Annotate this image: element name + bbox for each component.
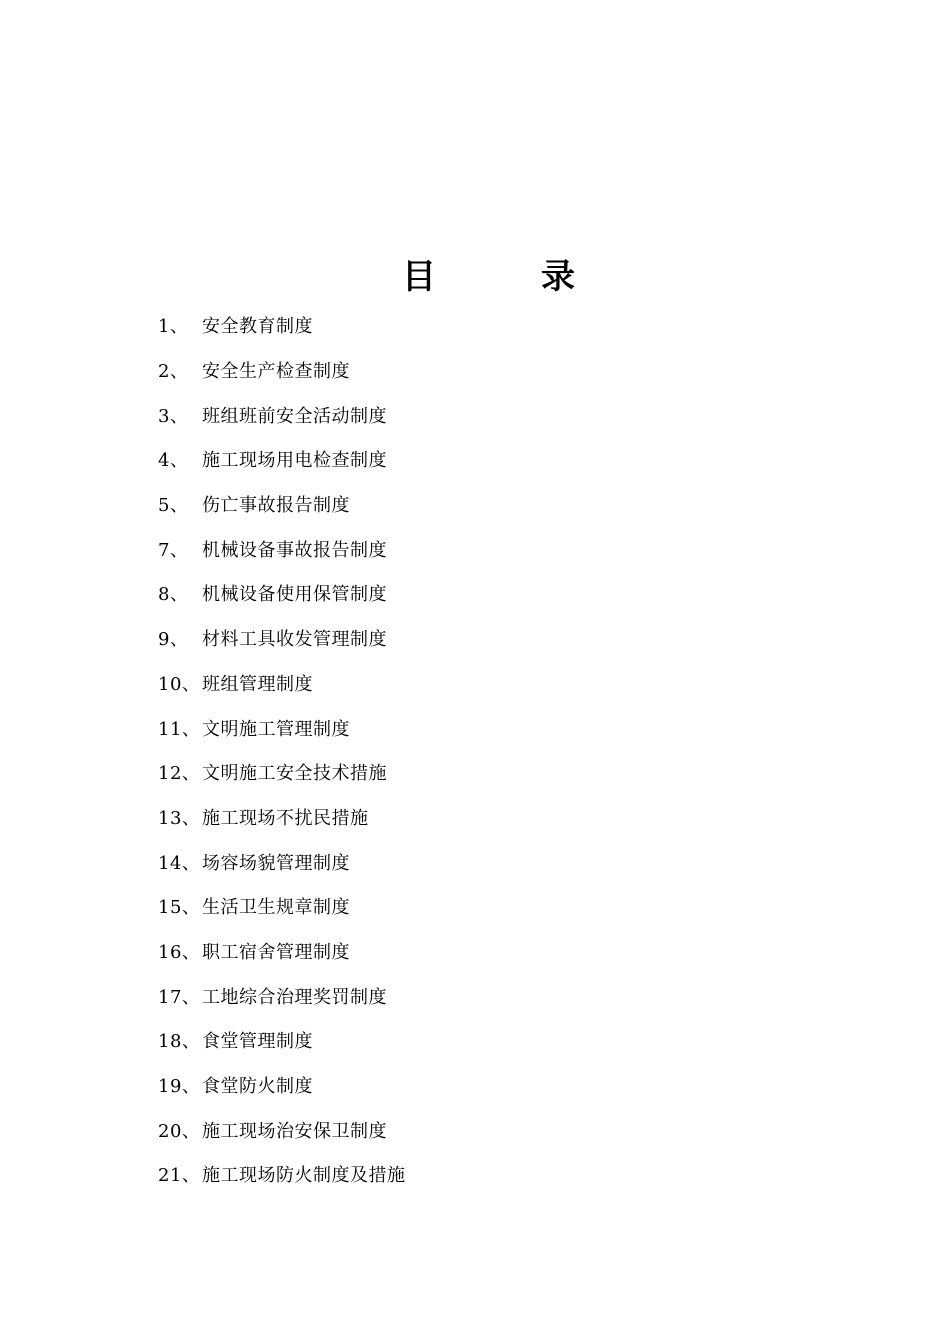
toc-item-number: 19、 xyxy=(158,1076,201,1098)
toc-item-label: 机械设备事故报告制度 xyxy=(202,539,387,561)
toc-item-number: 2、 xyxy=(158,361,189,383)
title-char-1: 目 xyxy=(402,257,436,297)
toc-item-label: 伤亡事故报告制度 xyxy=(202,495,350,517)
toc-item-label: 文明施工管理制度 xyxy=(202,718,350,740)
toc-item-label: 食堂防火制度 xyxy=(202,1076,313,1098)
toc-item-number: 18、 xyxy=(158,1031,201,1053)
toc-item xyxy=(158,573,758,618)
toc-item-label: 材料工具收发管理制度 xyxy=(202,629,387,651)
toc-item-number: 20、 xyxy=(158,1120,201,1142)
toc-item-label: 施工现场治安保卫制度 xyxy=(202,1120,387,1142)
toc-item xyxy=(158,931,758,976)
page-title xyxy=(0,252,950,302)
toc-item-number: 15、 xyxy=(158,897,201,919)
title-char-2: 录 xyxy=(541,257,575,297)
toc-item-label: 安全生产检查制度 xyxy=(202,361,350,383)
toc-item-label: 班组管理制度 xyxy=(202,673,313,695)
toc-item-number: 3、 xyxy=(158,405,189,427)
toc-item xyxy=(158,439,758,484)
toc-item xyxy=(158,752,758,797)
toc-item xyxy=(158,528,758,573)
toc-item-number: 4、 xyxy=(158,450,189,472)
toc-item-label: 食堂管理制度 xyxy=(202,1031,313,1053)
toc-item xyxy=(158,886,758,931)
toc-item-label: 工地综合治理奖罚制度 xyxy=(202,986,387,1008)
table-of-contents xyxy=(158,305,758,1199)
toc-item-label: 班组班前安全活动制度 xyxy=(202,405,387,427)
toc-item xyxy=(158,305,758,350)
toc-item-number: 16、 xyxy=(158,941,201,963)
toc-item-label: 机械设备使用保管制度 xyxy=(202,584,387,606)
toc-item-number: 1、 xyxy=(158,316,189,338)
toc-item xyxy=(158,350,758,395)
toc-item-number: 21、 xyxy=(158,1165,201,1187)
toc-item-label: 施工现场用电检查制度 xyxy=(202,450,387,472)
toc-item xyxy=(158,797,758,842)
toc-item-number: 17、 xyxy=(158,986,201,1008)
toc-item-label: 文明施工安全技术措施 xyxy=(202,763,387,785)
toc-item-number: 8、 xyxy=(158,584,189,606)
toc-item-label: 安全教育制度 xyxy=(202,316,313,338)
toc-item xyxy=(158,394,758,439)
toc-item-number: 7、 xyxy=(158,539,189,561)
toc-item-label: 职工宿舍管理制度 xyxy=(202,941,350,963)
toc-item xyxy=(158,1065,758,1110)
toc-item xyxy=(158,484,758,529)
toc-item-label: 施工现场不扰民措施 xyxy=(202,807,369,829)
toc-item-number: 11、 xyxy=(158,718,201,740)
toc-item-label: 施工现场防火制度及措施 xyxy=(202,1165,406,1187)
toc-item-number: 9、 xyxy=(158,629,189,651)
toc-item-number: 13、 xyxy=(158,807,201,829)
toc-item-label: 场容场貌管理制度 xyxy=(202,852,350,874)
toc-item xyxy=(158,618,758,663)
toc-item xyxy=(158,841,758,886)
toc-item-number: 14、 xyxy=(158,852,201,874)
toc-item xyxy=(158,1154,758,1199)
toc-item-number: 10、 xyxy=(158,673,201,695)
toc-item xyxy=(158,1020,758,1065)
toc-item xyxy=(158,707,758,752)
toc-item-number: 12、 xyxy=(158,763,201,785)
toc-item xyxy=(158,663,758,708)
toc-item xyxy=(158,975,758,1020)
toc-item-number: 5、 xyxy=(158,495,189,517)
toc-item-label: 生活卫生规章制度 xyxy=(202,897,350,919)
toc-item xyxy=(158,1109,758,1154)
